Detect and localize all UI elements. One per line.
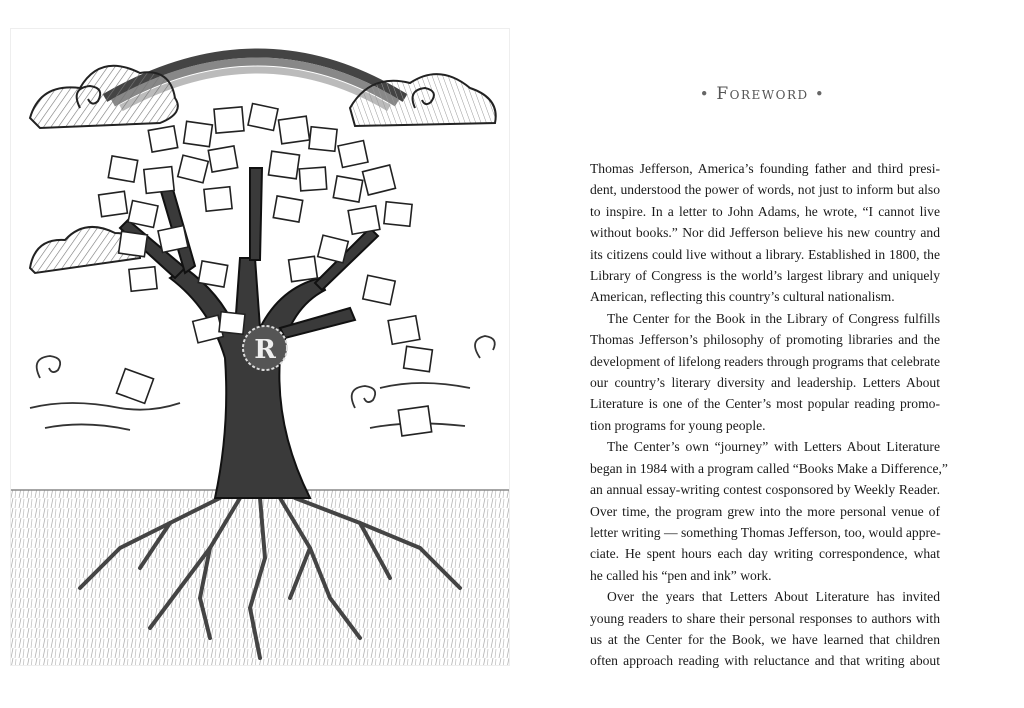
- text-line: Over the years that Letters About Literature has invited: [607, 589, 940, 605]
- text-line: development of lifelong readers through programs that celebrate: [590, 353, 940, 369]
- text-line: young readers to share their personal responses to authors with: [590, 610, 940, 626]
- text-line: Over time, the program grew into the more personal venue of: [590, 503, 940, 519]
- text-line: Library of Congress is the world’s largest library and uniquely: [590, 268, 940, 284]
- text-line: without books.” Nor did Jefferson believe his new country and: [590, 225, 940, 241]
- title-bullet-left: •: [699, 85, 711, 103]
- text-line: dent, understood the power of words, not just to inform but also: [590, 182, 940, 198]
- paragraph-4: [590, 586, 940, 672]
- text-line: American, reflecting this country’s cultural nationalism.: [590, 289, 895, 305]
- text-line: ciate. He spent hours each day writing correspondence, what: [590, 546, 940, 562]
- paragraph-3: [590, 436, 948, 586]
- title-text: Foreword: [716, 84, 809, 104]
- text-line: Thomas Jefferson, America’s founding father and third presi-: [590, 161, 940, 176]
- foreword-body: [590, 158, 948, 672]
- text-line: an annual essay-writing contest cosponsored by Weekly Reader.: [590, 482, 940, 498]
- emblem-letter: R: [254, 335, 276, 365]
- text-line: Thomas Jefferson’s philosophy of promoting libraries and the: [590, 332, 940, 348]
- text-line: began in 1984 with a program called “Books Make a Difference,”: [590, 460, 948, 476]
- title-bullet-right: •: [814, 85, 826, 103]
- tree-illustration: [10, 28, 510, 666]
- text-line: The Center’s own “journey” with Letters About Literature: [607, 439, 940, 455]
- text-line: our country’s literary diversity and leadership. Letters About: [590, 375, 940, 391]
- text-line: us at the Center for the Book, we have learned that children: [590, 631, 940, 647]
- text-line: Literature is one of the Center’s most popular reading promo-: [590, 396, 940, 412]
- paragraph-2: [590, 308, 940, 436]
- text-line: letter writing — something Thomas Jefferson, too, would appre-: [590, 524, 941, 540]
- text-line: its citizens could live without a library. Established in 1800, the: [590, 246, 940, 262]
- text-line: The Center for the Book in the Library of Congress fulfills: [607, 310, 940, 326]
- page-title: [585, 84, 940, 104]
- paragraph-1: [590, 158, 940, 308]
- tree-emblem: [243, 326, 287, 370]
- foreword-page: [585, 0, 948, 708]
- text-line: tion programs for young people.: [590, 417, 766, 433]
- text-line: often approach reading with reluctance and that writing about: [590, 653, 940, 669]
- text-line: he called his “pen and ink” work.: [590, 567, 772, 583]
- text-line: to inspire. In a letter to John Adams, he wrote, “I cannot live: [590, 203, 940, 219]
